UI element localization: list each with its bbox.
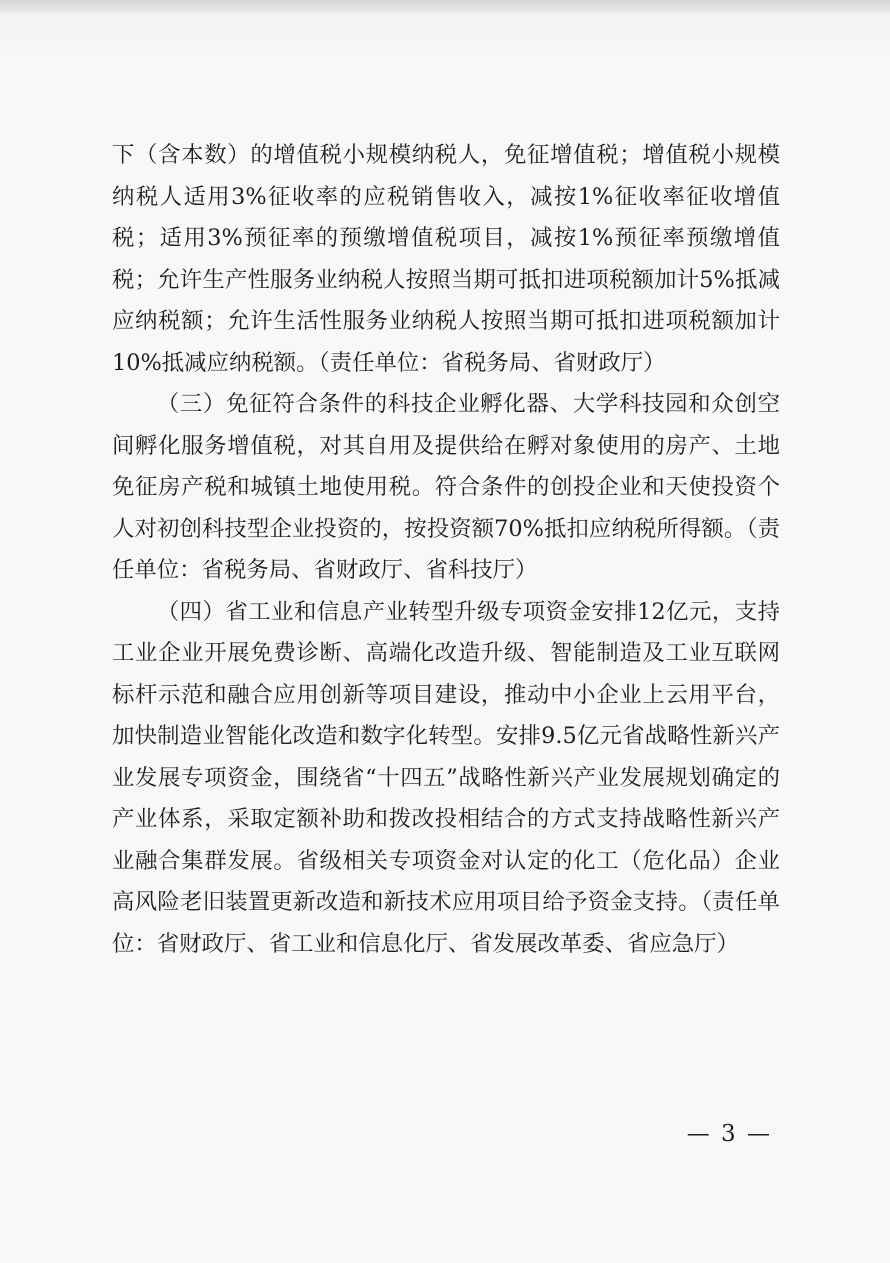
page-number: — 3 — (686, 1121, 772, 1147)
paragraph-tax-exemption-continued: 下（含本数）的增值税小规模纳税人，免征增值税；增值税小规模纳税人适用3%征收率的应税销售收入，减按1%征收率征收增值税；适用3%预征率的预缴增值税项目，减按1%预征率预缴增值税；允许生产性服务业纳税人按照当期可抵扣进项税额加计5%抵减应纳税额；允许生活性服务业纳税人按照当期可抵扣进项税额加计10%抵减应纳税额。（责任单位：省税务局、省财政厅） (112, 142, 780, 376)
scan-edge-shadow (0, 0, 890, 14)
paragraph-incubator-tax-exemption: （三）免征符合条件的科技企业孵化器、大学科技园和众创空间孵化服务增值税，对其自用及提供给在孵对象使用的房产、土地免征房产税和城镇土地使用税。符合条件的创投企业和天使投资个人对初创科技型企业投资的，按投资额70%抵扣应纳税所得额。（责任单位：省税务局、省财政厅、省科技厅） (112, 391, 780, 583)
document-body (112, 135, 780, 965)
paragraph-industry-upgrade-funds: （四）省工业和信息产业转型升级专项资金安排12亿元，支持工业企业开展免费诊断、高端化改造升级、智能制造及工业互联网标杆示范和融合应用创新等项目建设，推动中小企业上云用平台，加快制造业智能化改造和数字化转型。安排9.5亿元省战略性新兴产业发展专项资金，围绕省“十四五”战略性新兴产业发展规划确定的产业体系，采取定额补助和拨改投相结合的方式支持战略性新兴产业融合集群发展。省级相关专项资金对认定的化工（危化品）企业高风险老旧装置更新改造和新技术应用项目给予资金支持。（责任单位：省财政厅、省工业和信息化厅、省发展改革委、省应急厅） (112, 598, 780, 957)
